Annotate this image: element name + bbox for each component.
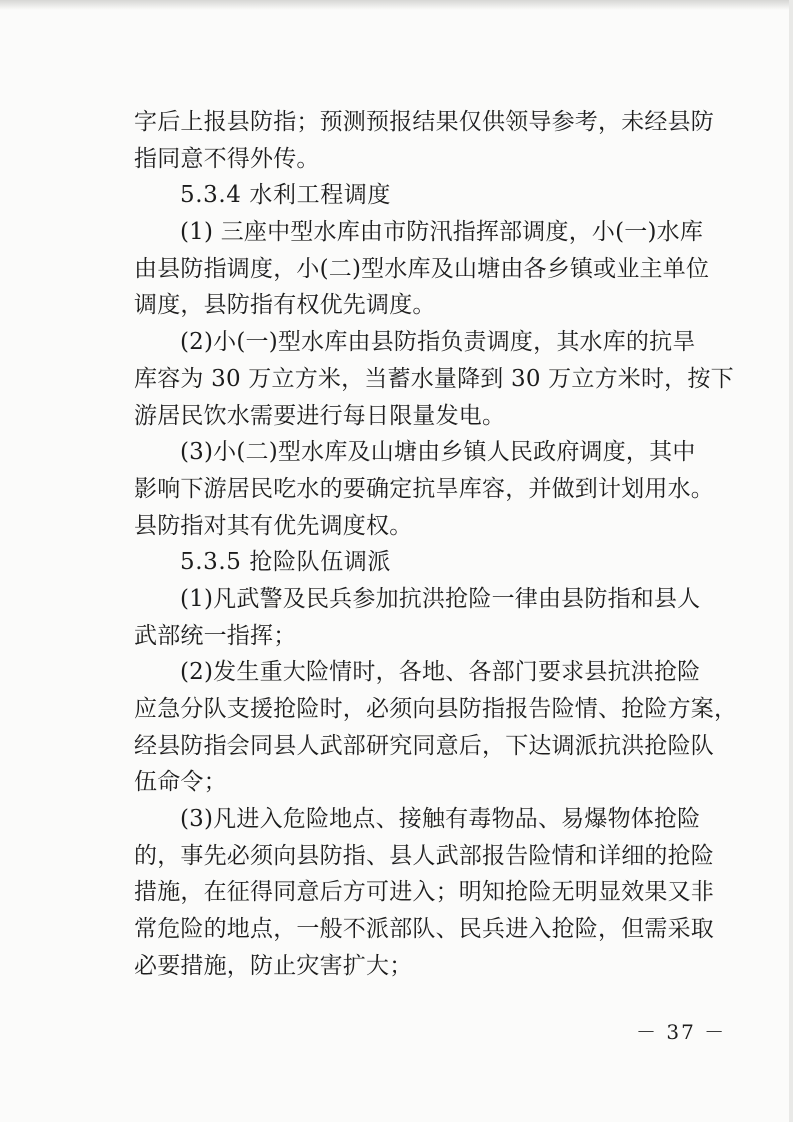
text-line: 武部统一指挥；	[134, 622, 297, 649]
page-number: － 37 －	[636, 1020, 727, 1044]
text-line: 库容为 30 万立方米，当蓄水量降到 30 万立方米时，按下	[134, 365, 734, 392]
scan-top-edge	[0, 0, 793, 10]
text-line: 县防指对其有优先调度权。	[134, 512, 413, 539]
text-line: 应急分队支援抢险时，必须向县防指报告险情、抢险方案，	[134, 696, 738, 722]
text-line: 常危险的地点，一般不派部队、民兵进入抢险，但需采取	[134, 916, 714, 943]
text-line: 调度，县防指有权优先调度。	[134, 292, 436, 319]
text-line: 游居民饮水需要进行每日限量发电。	[134, 402, 506, 429]
text-line: 指同意不得外传。	[134, 145, 320, 172]
text-line: 经县防指会同县人武部研究同意后，下达调派抗洪抢险队	[134, 732, 714, 759]
text-line: (1) 三座中型水库由市防汛指挥部调度，小(一)水库	[180, 219, 704, 246]
text-line: (2)小(一)型水库由县防指负责调度，其水库的抗旱	[180, 329, 696, 356]
text-line: 字后上报县防指；预测预报结果仅供领导参考，未经县防	[134, 109, 714, 135]
text-line: 由县防指调度，小(二)型水库及山塘由各乡镇或业主单位	[134, 255, 710, 282]
text-line: 必要措施，防止灾害扩大；	[134, 952, 413, 979]
text-line: 的，事先必须向县防指、县人武部报告险情和详细的抢险	[134, 842, 714, 869]
text-line: (3)凡进入危险地点、接触有毒物品、易爆物体抢险	[180, 806, 701, 833]
text-line: 措施，在征得同意后方可进入；明知抢险无明显效果又非	[134, 879, 714, 906]
section-heading-5-3-5: 5.3.5 抢险队伍调派	[180, 549, 392, 576]
text-line: 影响下游居民吃水的要确定抗旱库容，并做到计划用水。	[134, 475, 714, 502]
section-heading-5-3-4: 5.3.4 水利工程调度	[180, 182, 392, 209]
text-line: (1)凡武警及民兵参加抗洪抢险一律由县防指和县人	[180, 585, 701, 612]
text-line: (3)小(二)型水库及山塘由乡镇人民政府调度，其中	[180, 439, 696, 466]
text-line: (2)发生重大险情时，各地、各部门要求县抗洪抢险	[180, 659, 701, 686]
scan-right-edge	[789, 0, 793, 1122]
document-body	[134, 104, 738, 985]
text-line: 伍命令；	[134, 769, 227, 796]
